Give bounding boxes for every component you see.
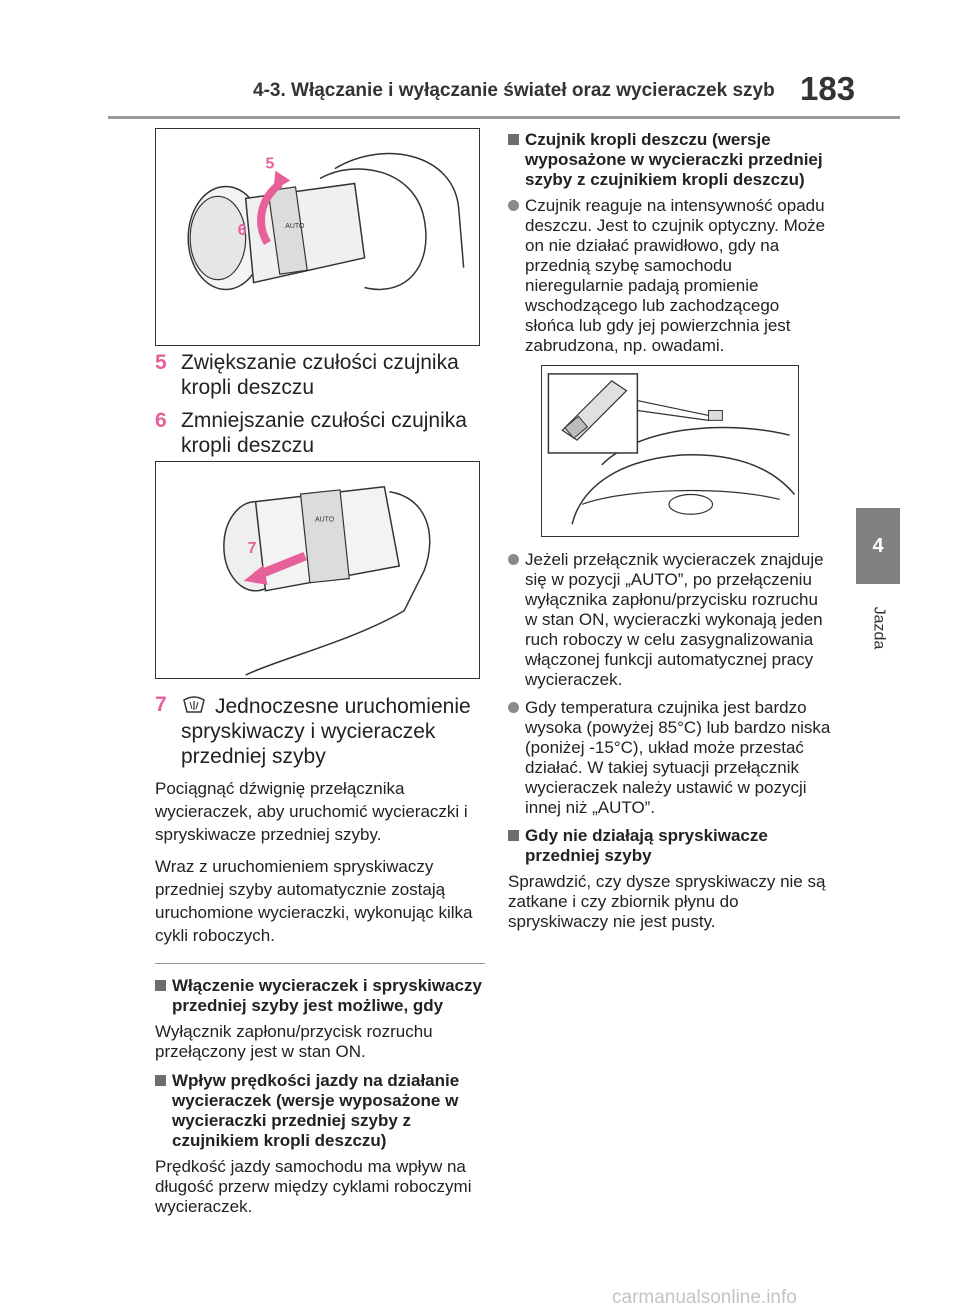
item-6: 6 Zmniejszanie czułości czujnika kropli deszczu [155, 409, 467, 457]
bullet-sensor-info: Czujnik reaguje na intensywność opadu deszczu. Jest to czujnik optyczny. Może on nie działać prawidłowo, gdy na przednią szybę samochodu nieregularnie padają promienie wschodzącego lub zachodzącego słońca lub gdy jej powierzchnia jest zabrudzona, np. owadami. [508, 196, 833, 356]
item-7: 7 Jednoczesne uruchomienie spryskiwaczy i wycieraczek przedniej szyby [155, 693, 471, 768]
figure-pull-lever [155, 461, 480, 679]
watermark: carmanualsonline.info [612, 1287, 797, 1308]
para-check-nozzles: Sprawdzić, czy dysze spryskiwaczy nie są zatkane i czy zbiornik płynu do spryskiwaczy nie jest pusty. [508, 872, 826, 931]
para-pull-lever: Pociągnąć dźwignię przełącznika wycieraczek, aby uruchomić wycieraczki i spryskiwacze przedniej szyby. [155, 779, 468, 844]
para-auto-wipers: Wraz z uruchomieniem spryskiwaczy przedniej szyby automatycznie zostają uruchomione wycieraczki, wykonując kilka cykli roboczych. [155, 857, 473, 945]
fig1-label-6: 6 [237, 222, 247, 240]
illustration-car-sensor [542, 366, 798, 536]
fig2-label-7: 7 [247, 540, 257, 558]
heading-rain-sensor: Czujnik kropli deszczu (wersje wyposażone w wycieraczki przedniej szyby z czujnikiem kropli deszczu) [508, 130, 833, 190]
illustration-pull-lever [156, 462, 479, 678]
item-5: 5 Zwiększanie czułości czujnika kropli deszczu [155, 351, 459, 399]
figure-sensitivity-ring [155, 128, 480, 346]
section-title: 4-3. Włączanie i wyłączanie świateł oraz wycieraczek szyb [253, 80, 775, 101]
para-ignition-on: Wyłącznik zapłonu/przycisk rozruchu przełączony jest w stan ON. [155, 1022, 433, 1061]
svg-text:AUTO: AUTO [285, 223, 305, 231]
figure-rain-sensor [541, 365, 799, 537]
illustration-hand-ring [156, 129, 479, 345]
header-divider [108, 116, 900, 119]
page-number: 183 [800, 70, 856, 107]
washer-icon [181, 692, 207, 716]
svg-text:AUTO: AUTO [315, 516, 335, 524]
chapter-label: Jazda [869, 606, 887, 650]
section-divider [155, 963, 485, 964]
chapter-tab[interactable]: 4 [856, 508, 900, 584]
para-speed: Prędkość jazdy samochodu ma wpływ na długość przerw między cyklami roboczymi wycieraczek. [155, 1157, 472, 1216]
bullet-temperature: Gdy temperatura czujnika jest bardzo wysoka (powyżej 85°C) lub bardzo niska (poniżej -15°C), układ może przestać działać. W takiej sytuacji przełącznik wycieraczek należy ustawić w pozycji innej niż „AUTO”. [508, 698, 833, 818]
heading-speed-influence: Wpływ prędkości jazdy na działanie wycieraczek (wersje wyposażone w wycieraczki przedniej szyby z czujnikiem kropli deszczu) [155, 1071, 485, 1151]
fig1-label-5: 5 [265, 155, 275, 173]
heading-conditions: Włączenie wycieraczek i spryskiwaczy przedniej szyby jest możliwe, gdy [155, 976, 485, 1016]
heading-washers-not-working: Gdy nie działają spryskiwacze przedniej szyby [508, 826, 833, 866]
bullet-auto-position: Jeżeli przełącznik wycieraczek znajduje się w pozycji „AUTO”, po przełączeniu wyłącznika zapłonu/przycisku rozruchu w stan ON, wycieraczki wykonają jeden ruch roboczy w celu zasygnalizowania włączonej funkcji automatycznej pracy wycieraczek. [508, 550, 833, 690]
